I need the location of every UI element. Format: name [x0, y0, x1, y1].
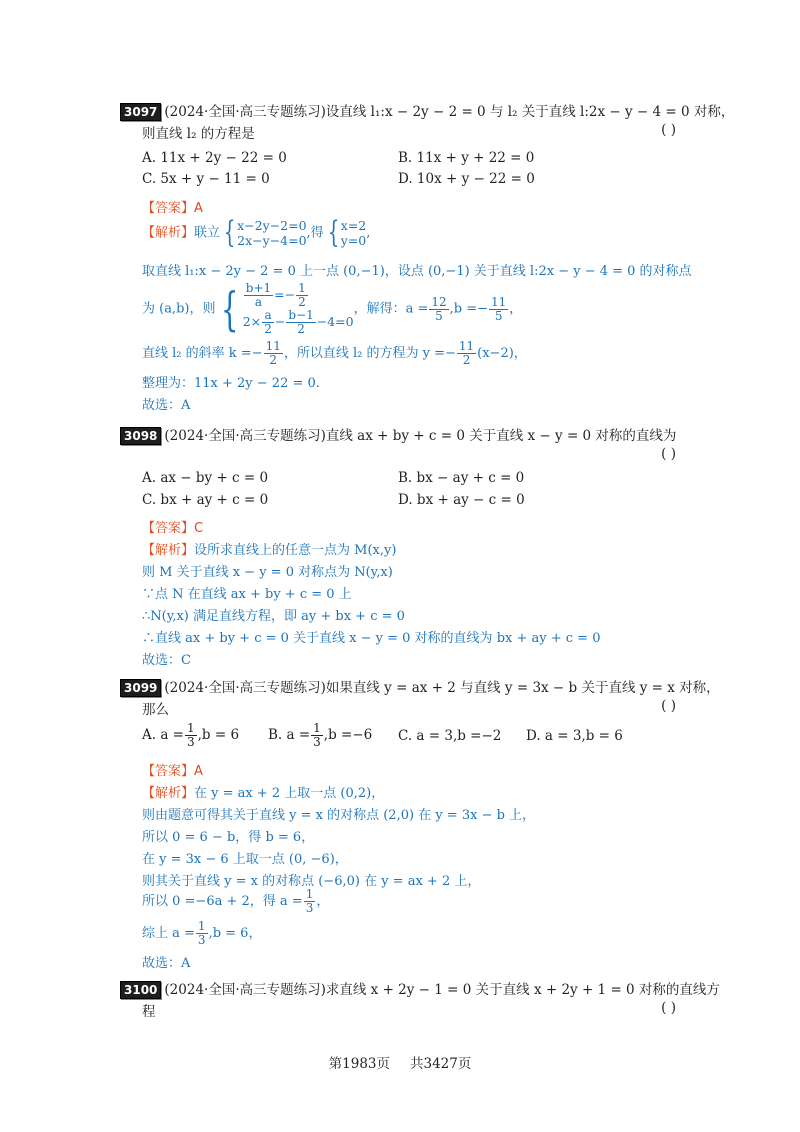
option-c: C. 5x + y − 11 = 0 — [142, 171, 270, 187]
option-b: B. bx − ay + c = 0 — [398, 470, 525, 486]
option-a: A. ax − by + c = 0 — [142, 470, 269, 486]
question-stem: 3098 (2024·全国·高三专题练习)直线 ax + by + c = 0 关于直线 x − y = 0 对称的直线为 — [120, 424, 676, 445]
explanation-line-1: 【解析】联立 { x−2y−2=0 2x−y−4=0 ,得 { x=2 y=0 , — [142, 215, 371, 250]
explanation-line-8: 故选：A — [142, 956, 191, 971]
explanation-line-6: 故选：C — [142, 653, 191, 668]
answer-line: 【答案】A — [142, 201, 203, 216]
question-stem: 3097 (2024·全国·高三专题练习)设直线 l₁:x − 2y − 2 = 0 与 l₂ 关于直线 l:2x − y − 4 = 0 对称， — [120, 100, 734, 121]
explanation-line-2: 取直线 l₁:x − 2y − 2 = 0 上一点 (0,−1)，设点 (0,−1) 关于直线 l:2x − y − 4 = 0 的对称点 — [142, 264, 692, 279]
option-b: B. 11x + y + 22 = 0 — [398, 150, 535, 166]
explanation-line-5: 则其关于直线 y = x 的对称点 (−6,0) 在 y = ax + 2 上， — [142, 874, 481, 889]
answer-line: 【答案】C — [142, 521, 204, 536]
equation-system: $\frac{b+1}{a}$ =− $\frac{1}{2}$ 2× $\frac{a}{2}$ − $\frac{b-1}{2}$ −4=0 — [242, 281, 354, 336]
explanation-line-2: 则由题意可得其关于直线 y = x 的对称点 (2,0) 在 y = 3x − b 上， — [142, 808, 536, 823]
option-c: C. bx + ay + c = 0 — [142, 492, 269, 508]
answer-value: A — [194, 201, 203, 216]
option-b: B. a = $\frac{1}{3}$ ,b =−6 — [268, 721, 373, 749]
explanation-line-4: 在 y = 3x − 6 上取一点 (0, −6)， — [142, 852, 348, 867]
explanation-line-7: 综上 a = $\frac{1}{3}$ ,b = 6， — [142, 919, 262, 947]
question-stem-cont: 则直线 l₂ 的方程是 — [142, 126, 255, 142]
explanation-line-3: ∵点 N 在直线 ax + by + c = 0 上 — [142, 587, 352, 602]
option-d: D. 10x + y − 22 = 0 — [398, 171, 535, 187]
answer-blank: ( ) — [661, 446, 676, 462]
answer-value: A — [194, 764, 203, 779]
explanation-line-5: 整理为：11x + 2y − 22 = 0. — [142, 376, 320, 391]
explanation-line-4: 直线 l₂ 的斜率 k =− $\frac{11}{2}$ ，所以直线 l₂ 的方程为 y =− $\frac{11}{2}$ (x−2)， — [142, 339, 527, 367]
option-d: D. bx + ay − c = 0 — [398, 492, 525, 508]
page-footer — [0, 1052, 800, 1072]
explanation-line-1: 【解析】设所求直线上的任意一点为 M(x,y) — [142, 543, 397, 558]
question-number: 3099 — [120, 679, 161, 697]
option-a: A. 11x + 2y − 22 = 0 — [142, 150, 287, 166]
option-a: A. a = $\frac{1}{3}$ ,b = 6 — [142, 721, 240, 749]
explanation-line-4: ∴N(y,x) 满足直线方程，即 ay + bx + c = 0 — [142, 609, 405, 624]
explanation-line-2: 则 M 关于直线 x − y = 0 对称点为 N(y,x) — [142, 565, 393, 580]
explanation-line-3: 所以 0 = 6 − b，得 b = 6， — [142, 830, 315, 845]
equation-system: x=2 y=0 — [340, 218, 367, 248]
option-d: D. a = 3,b = 6 — [526, 728, 623, 744]
question-number: 3100 — [120, 981, 161, 999]
option-c: C. a = 3,b =−2 — [398, 728, 502, 744]
question-stem-cont: 那么 — [142, 702, 169, 718]
answer-blank: ( ) — [661, 698, 676, 714]
question-number: 3098 — [120, 427, 161, 445]
page-number: 第1983页 — [328, 1056, 390, 1072]
equation-system: x−2y−2=0 2x−y−4=0 — [237, 218, 307, 248]
page-total: 共3427页 — [410, 1056, 472, 1072]
answer-blank: ( ) — [661, 122, 676, 138]
question-stem: 3099 (2024·全国·高三专题练习)如果直线 y = ax + 2 与直线 y = 3x − b 关于直线 y = x 对称， — [120, 676, 720, 697]
explanation-line-1: 【解析】在 y = ax + 2 上取一点 (0,2)， — [142, 786, 385, 801]
answer-value: C — [194, 521, 204, 536]
explanation-line-6: 故选：A — [142, 398, 191, 413]
answer-blank: ( ) — [661, 1000, 676, 1016]
question-stem-cont: 程 — [142, 1004, 156, 1020]
question-number: 3097 — [120, 103, 161, 121]
answer-line: 【答案】A — [142, 764, 203, 779]
explanation-line-3: 为 (a,b)，则 { $\frac{b+1}{a}$ =− $\frac{1}{2}$ 2× $\frac{a}{2}$ − $\frac{b-1}{2}$ −4=0 ，解得：a = $\frac{12}{5}$ ,b =− $\frac{11}{5}$ ， — [142, 281, 523, 336]
explanation-line-5: ∴直线 ax + by + c = 0 关于直线 x − y = 0 对称的直线为 bx + ay + c = 0 — [142, 631, 601, 646]
explanation-line-6: 所以 0 =−6a + 2，得 a = $\frac{1}{3}$ ， — [142, 887, 330, 915]
question-stem: 3100 (2024·全国·高三专题练习)求直线 x + 2y − 1 = 0 关于直线 x + 2y + 1 = 0 对称的直线方 — [120, 978, 720, 999]
